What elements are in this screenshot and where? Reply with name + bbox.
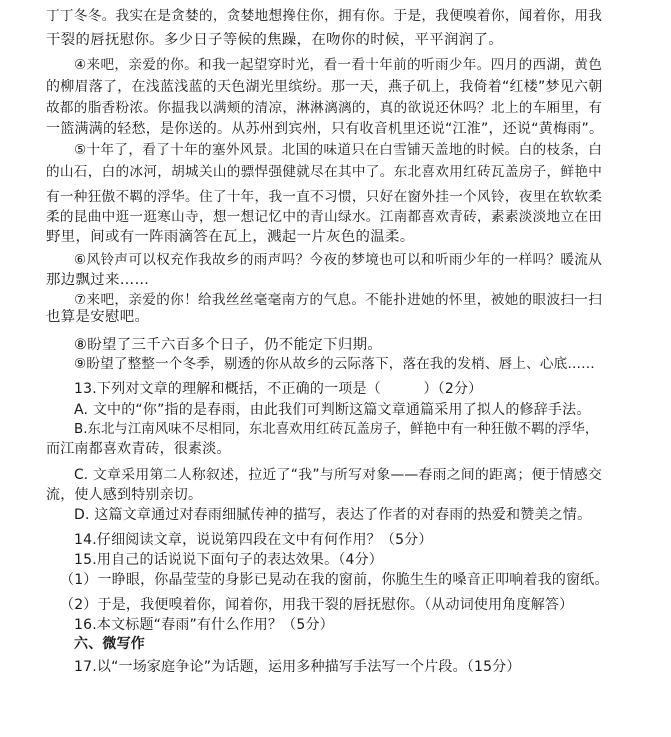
question-13-option-c-cont: 流，使人感到特别亲切。 [46, 487, 203, 503]
paragraph-7-start: ⑦来吧，亲爱的你！给我丝丝毫毫南方的气息。不能扑进她的怀里，被她的眼波扫一扫 [74, 292, 602, 308]
section-6-heading: 六、微写作 [74, 636, 145, 652]
question-17: 17.以“一场家庭争论”为话题，运用多种描写手法写一个片段。（15分） [74, 659, 521, 675]
question-15-item-2: （2）于是，我便嗅着你，闻着你，用我干裂的唇抚慰你。（从动词使用角度解答） [60, 597, 574, 613]
question-15-item-1: （1）一睁眼，你晶莹莹的身影已晃动在我的窗前，你脆生生的嗓音正叩响着我的窗纸。 [60, 572, 609, 588]
passage-line: 也算是安慰吧。 [46, 309, 150, 325]
passage-line: 丁丁冬冬。我实在是贪婪的，贪婪地想搀住你，拥有你。于是，我便嗅着你，闻着你，用我 [46, 8, 602, 24]
passage-line: 一篮满满的轻愁，是你送的。从苏州到宾州，只有收音机里还说“江淮”，还说“黄梅雨”。 [46, 121, 604, 137]
passage-line: 有一种狂傲不羁的浮华。住了十年，我一直不习惯，只好在窗外挂一个风铃，夜里在软软柔 [46, 189, 602, 205]
question-13-option-b: B.东北与江南风味不尽相同，东北喜欢用红砖瓦盖房子，鲜艳中有一种狂傲不羁的浮华， [74, 422, 599, 437]
paragraph-5-start: ⑤十年了，看了十年的塞外风景。北国的味道只在白雪铺天盖地的时候。白的枝条，白 [74, 142, 602, 158]
paragraph-9: ⑨盼望了整整一个冬季，剔透的你从故乡的云际落下，落在我的发梢、唇上、心底…… [74, 356, 595, 372]
question-13-option-b-cont: 而江南都喜欢青砖，很素淡。 [46, 441, 231, 457]
question-13-option-c: C. 文章采用第二人称叙述，拉近了“我”与所写对象——春雨之间的距离；便于情感交 [74, 467, 602, 483]
question-16: 16.本文标题“春雨”有什么作用？（5分） [74, 617, 334, 633]
question-13-stem: 13.下列对文章的理解和概括，不正确的一项是（ ）（2分） [74, 381, 483, 397]
passage-line: 干裂的唇抚慰你。多少日子等候的焦躁，在吻你的时候，平平润润了。 [46, 32, 503, 48]
passage-line: 故都的脂香粉浓。你揾我以满颊的清凉，淋淋漓漓的，真的欲说还休吗？北上的车厢里，有 [46, 100, 602, 116]
question-15-stem: 15.用自己的话说说下面句子的表达效果。（4分） [74, 552, 383, 568]
paragraph-4-start: ④来吧，亲爱的你。和我一起望穿时光，看一看十年前的听雨少年。四月的西湖，黄色 [74, 57, 602, 73]
passage-line: 柔的昆曲中逛一逛寒山寺，想一想记忆中的青山绿水。江南都喜欢青砖，素素淡淡地立在田 [46, 209, 602, 225]
question-14: 14.仔细阅读文章，说说第四段在文中有何作用？（5分） [74, 532, 433, 548]
paragraph-8: ⑧盼望了三千六百多个日子，仍不能定下归期。 [74, 337, 383, 353]
passage-line: 野里，间或有一阵雨滴答在瓦上，溅起一片灰色的温柔。 [46, 229, 415, 245]
question-13-option-d: D. 这篇文章通过对春雨细腻传神的描写，表达了作者的对春雨的热爱和赞美之情。 [74, 507, 592, 523]
passage-line: 的山石，白的冰河，胡城关山的骠悍强健就尽在其中了。东北喜欢用红砖瓦盖房子，鲜艳中 [46, 164, 602, 180]
paragraph-6-start: ⑥风铃声可以权充作我故乡的雨声吗？今夜的梦境也可以和听雨少年的一样吗？暖流从 [74, 252, 602, 268]
passage-line: 那边飘过来…… [46, 272, 150, 288]
passage-line: 的柳眉落了，在浅蓝浅蓝的天色湖光里缤纷。那一天，燕子矶上，我倚着“红楼”梦见六朝 [46, 79, 603, 95]
question-13-option-a: A. 文中的“你”指的是春雨，由此我们可判断这篇文章通篇采用了拟人的修辞手法。 [74, 402, 591, 418]
